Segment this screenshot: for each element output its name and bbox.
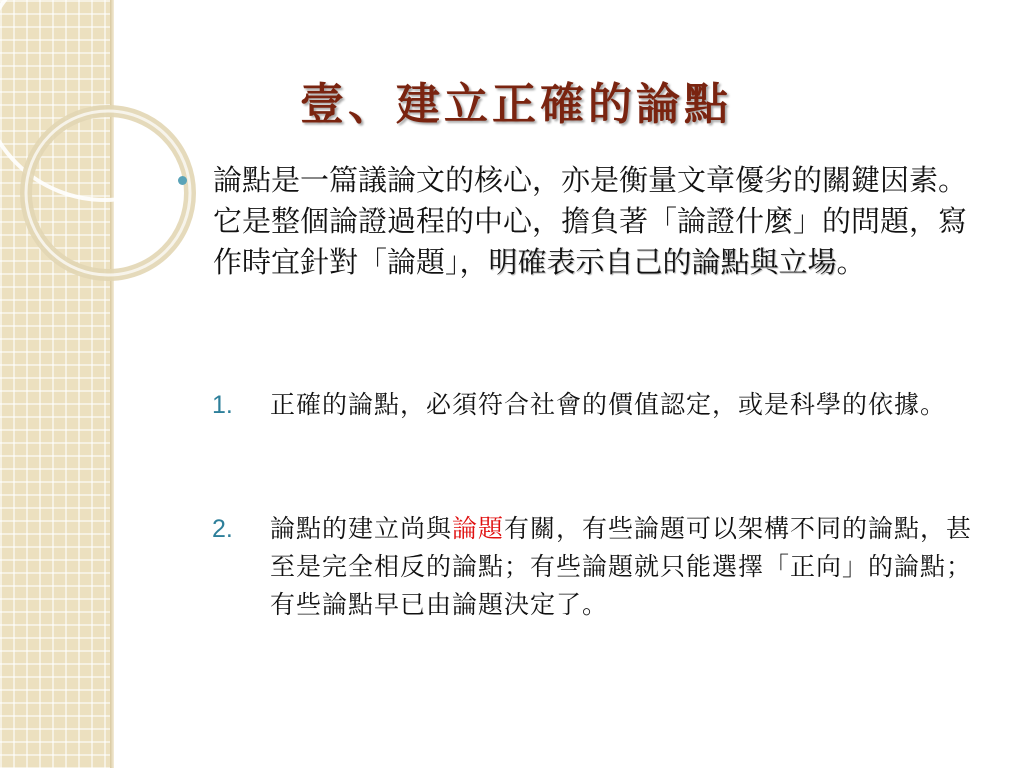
item-text-body: 論點的建立尚與 [270,514,453,543]
bullet-text-end: 。 [836,245,866,279]
bullet-text [213,160,993,283]
decorative-circle-small-inner [26,111,190,275]
item-number: 2. [212,515,233,543]
item-text [270,510,988,624]
bullet-text-emphasis: 明確表示自己的論點與立場 [488,245,837,279]
item-text: 正確的論點，必須符合社會的價值認定，或是科學的依據。 [270,390,947,419]
bullet-text-body: 論點是一篇議論文的核心，亦是衡量文章優劣的關鍵因素。它是整個論證過程的中心，擔負著「論證什麼」的問題，寫作時宜針對「論題」， [213,163,968,279]
item-number: 1. [212,391,233,419]
item-text-rest: 有關，有些論題可以架構不同的論點，甚至是完全相反的論點；有些論題就只能選擇「正向」的論點；有些論點早已由論題決定了。 [270,514,973,619]
slide-title: 壹、建立正確的論點 [300,79,732,130]
bullet-dot-icon [178,176,187,185]
item-text-highlight: 論題 [452,514,505,543]
decorative-circles [0,0,200,320]
